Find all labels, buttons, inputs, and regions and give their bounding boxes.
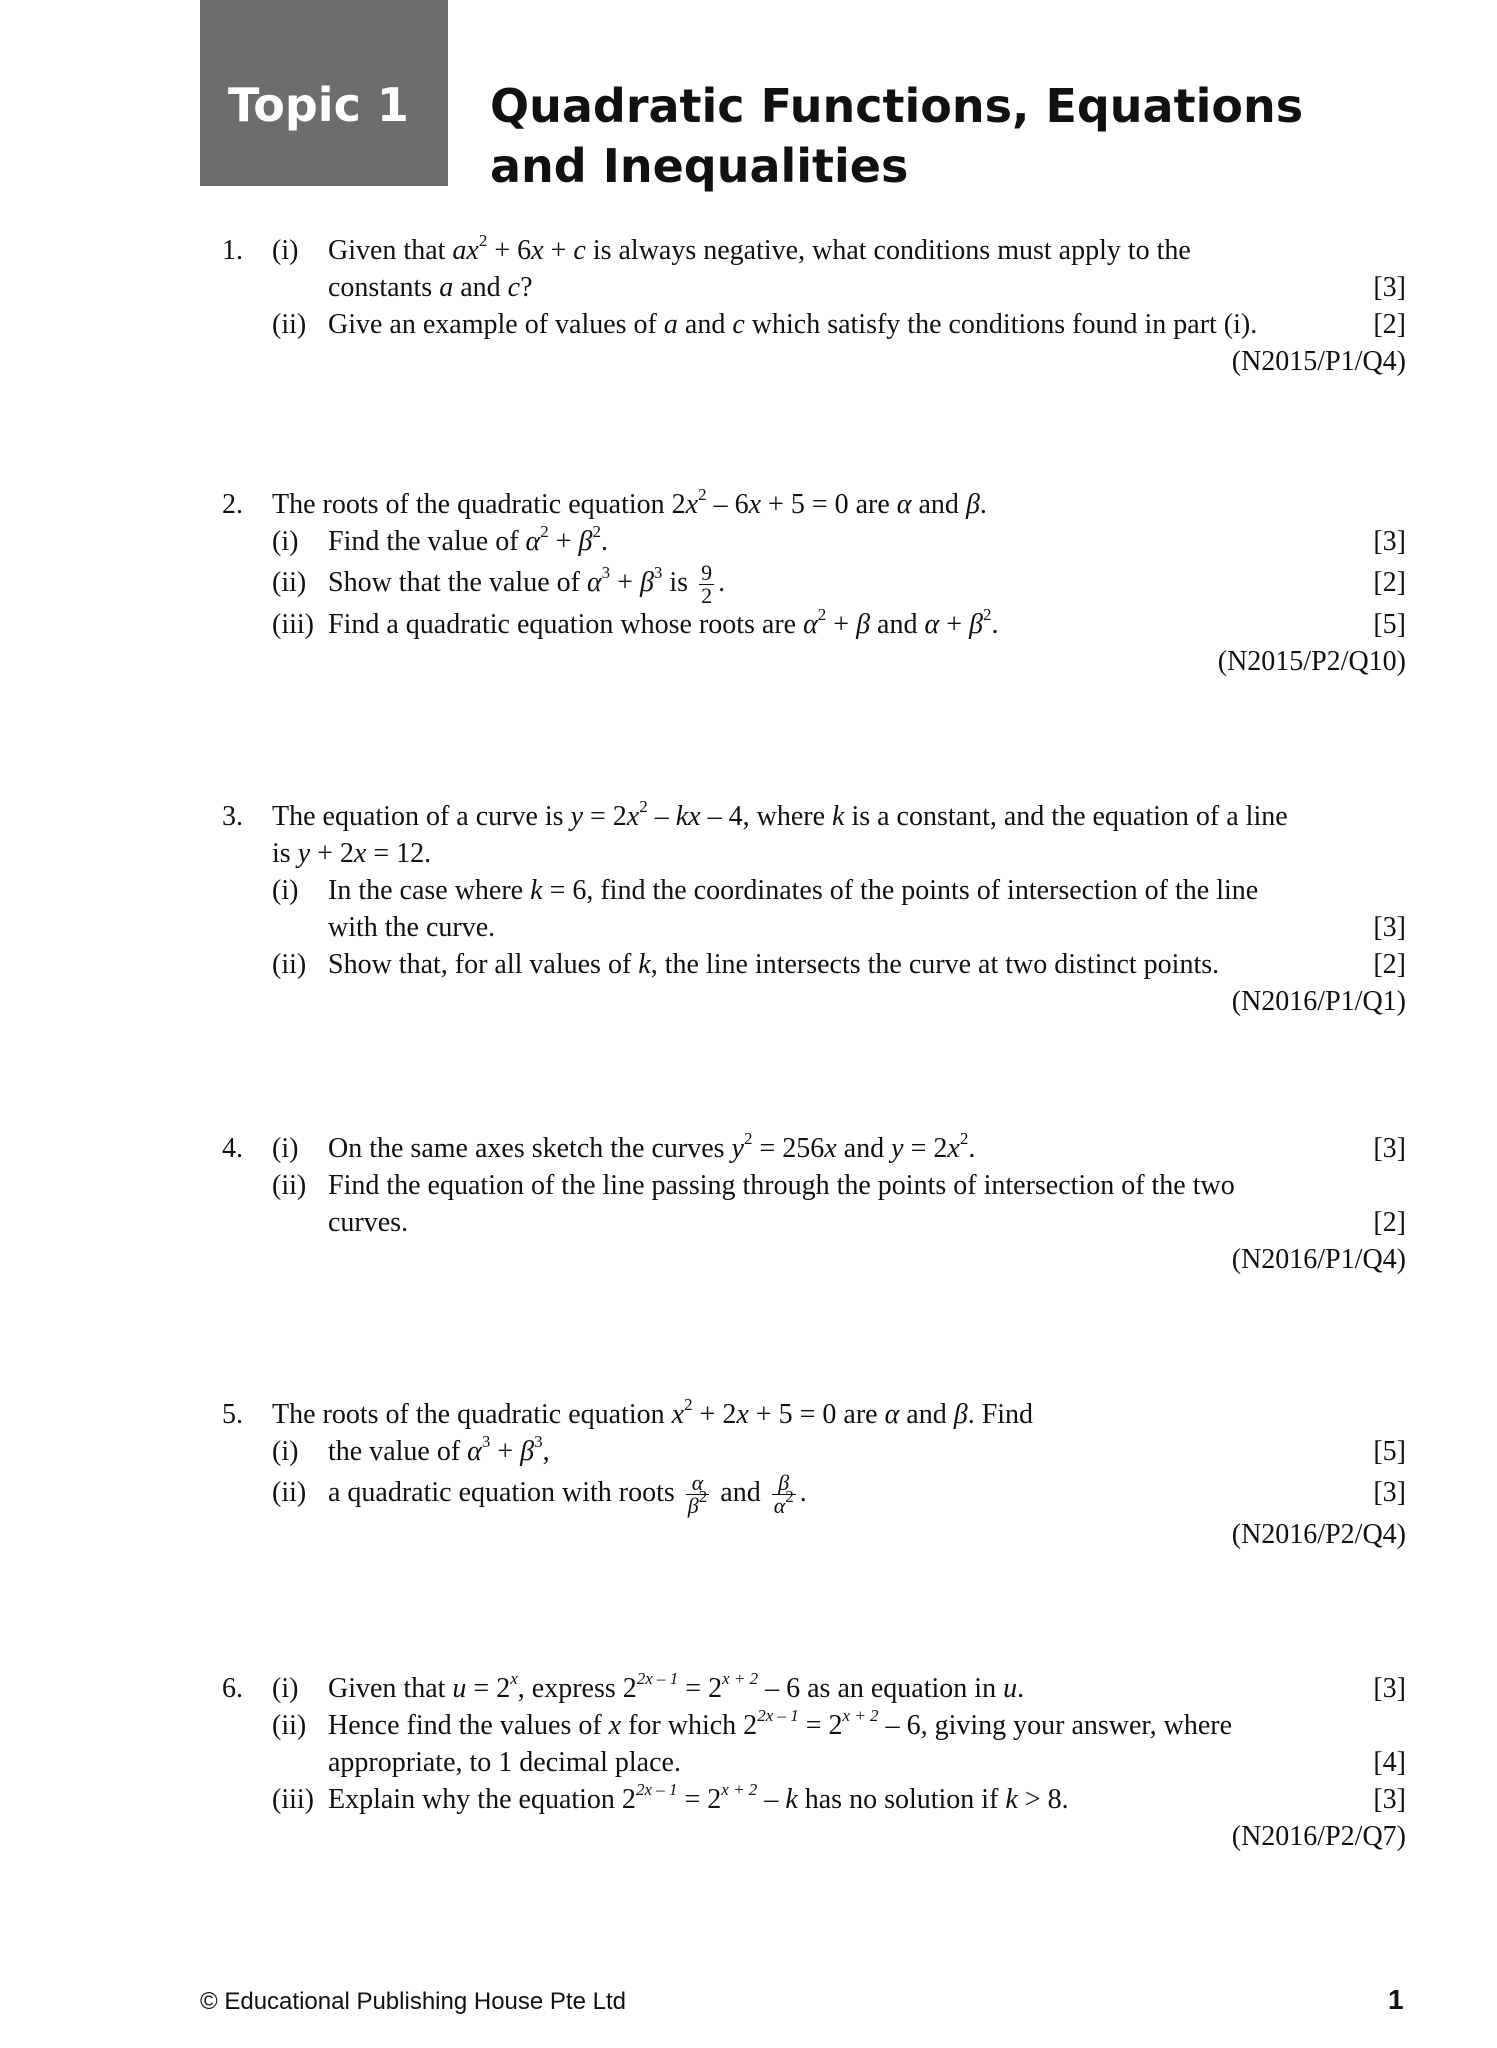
q4-part-ii-line-1: [222, 1167, 1406, 1204]
part-text: Given that $u = 2^x$, express $2^{2x - 1} = 2^{x + 2} - 6$ as an equation in u.: [328, 1668, 1025, 1704]
marks: [2]: [1373, 949, 1406, 980]
q3-part-ii: [222, 946, 1406, 983]
q2-part-i: [222, 523, 1406, 560]
part-text: Explain why the equation $2^{2x - 1} = 2^{x + 2} - k$ has no solution if k > 8.: [328, 1779, 1069, 1815]
source-reference: (N2016/P2/Q4): [1231, 1519, 1406, 1550]
copyright-notice: © Educational Publishing House Pte Ltd: [200, 1988, 626, 2015]
marks: [5]: [1373, 1436, 1406, 1467]
part-text: Show that the value of $\alpha^3 + \beta^3$ is $\frac{9}{2}$ .: [328, 560, 726, 609]
question-1: [222, 232, 1406, 380]
question-number: 3.: [222, 801, 243, 832]
part-label: (ii): [272, 1477, 307, 1508]
stem-text: The roots of the quadratic equation $x^2 + 2x + 5 = 0$ are α and β. Find: [272, 1394, 1034, 1430]
part-label: (ii): [272, 1170, 307, 1201]
part-text: In the case where k = 6, find the coordinates of the points of intersection of the line: [328, 875, 1259, 906]
part-text: Give an example of values of a and c which satisfy the conditions found in part (i).: [328, 309, 1258, 340]
fraction-beta-over-alpha-squared: $\frac{\beta}{\alpha^2}$: [773, 1470, 794, 1519]
q6-part-iii: [222, 1781, 1406, 1818]
marks: [3]: [1373, 1673, 1406, 1704]
q2-stem: [222, 486, 1406, 523]
q3-stem-line-2: [222, 835, 1406, 872]
source-reference: (N2016/P2/Q7): [1231, 1821, 1406, 1852]
part-text: Show that, for all values of k, the line intersects the curve at two distinct points.: [328, 949, 1220, 980]
part-text: Find the equation of the line passing through the points of intersection of the two: [328, 1170, 1235, 1201]
marks: [3]: [1373, 1784, 1406, 1815]
part-text: Find a quadratic equation whose roots are $\alpha^2 + \beta$ and $\alpha + \beta^2$.: [328, 604, 999, 640]
marks: [3]: [1373, 1133, 1406, 1164]
question-5: [222, 1396, 1406, 1553]
part-text: Find the value of $\alpha^2 + \beta^2$.: [328, 521, 608, 557]
topic-label: Topic 1: [228, 78, 409, 132]
question-4: [222, 1130, 1406, 1278]
q4-part-ii-line-2: [222, 1204, 1406, 1241]
part-label: (ii): [272, 1710, 307, 1741]
part-text: constants a and c?: [328, 272, 533, 303]
part-label: (i): [272, 1436, 299, 1467]
marks: [2]: [1373, 1207, 1406, 1238]
part-text: a quadratic equation with roots $\frac{\alpha}{\beta^2}$ and $\frac{\beta}{\alpha^2}$ .: [328, 1470, 807, 1519]
marks: [3]: [1373, 1477, 1406, 1508]
title-line-2: and Inequalities: [490, 139, 909, 193]
marks: [3]: [1373, 272, 1406, 303]
question-2: [222, 486, 1406, 680]
page-title: [490, 76, 1430, 196]
source-reference: (N2016/P1/Q4): [1231, 1244, 1406, 1275]
q1-source-line: [222, 343, 1406, 380]
part-label: (i): [272, 1673, 299, 1704]
q5-part-i: [222, 1433, 1406, 1470]
q6-part-i: [222, 1670, 1406, 1707]
q5-part-ii: [222, 1470, 1406, 1519]
question-number: 1.: [222, 235, 243, 266]
part-label: (i): [272, 235, 299, 266]
part-text: curves.: [328, 1207, 409, 1238]
part-label: (iii): [272, 1784, 314, 1815]
marks: [5]: [1373, 609, 1406, 640]
fraction-alpha-over-beta-squared: $\frac{\alpha}{\beta^2}$: [687, 1470, 708, 1519]
marks: [2]: [1373, 567, 1406, 598]
q3-part-i-line-2: [222, 909, 1406, 946]
part-label: (i): [272, 875, 299, 906]
marks: [3]: [1373, 912, 1406, 943]
question-number: 5.: [222, 1399, 243, 1430]
q5-stem: [222, 1396, 1406, 1433]
topic-label-box: [200, 0, 448, 186]
q6-source-line: [222, 1818, 1406, 1855]
fraction-nine-halves: $\frac{9}{2}$: [701, 560, 713, 609]
q3-source-line: [222, 983, 1406, 1020]
title-line-1: Quadratic Functions, Equations: [490, 79, 1304, 133]
q1-part-i-line-2: [222, 269, 1406, 306]
q5-source-line: [222, 1516, 1406, 1553]
part-text: appropriate, to 1 decimal place.: [328, 1747, 681, 1778]
q1-part-i-line-1: [222, 232, 1406, 269]
part-label: (i): [272, 1133, 299, 1164]
part-text: Hence find the values of x for which $2^{2x - 1} = 2^{x + 2} - 6$, giving your answer, where: [328, 1705, 1233, 1741]
marks: [2]: [1373, 309, 1406, 340]
part-label: (ii): [272, 309, 307, 340]
q3-part-i-line-1: [222, 872, 1406, 909]
part-label: (i): [272, 526, 299, 557]
stem-text: is y + 2x = 12.: [272, 838, 432, 869]
marks: [4]: [1373, 1747, 1406, 1778]
part-text: with the curve.: [328, 912, 496, 943]
question-3: [222, 798, 1406, 1020]
source-reference: (N2015/P2/Q10): [1217, 646, 1406, 677]
source-reference: (N2015/P1/Q4): [1231, 346, 1406, 377]
page-number: 1: [1388, 1984, 1404, 2015]
q2-part-iii: [222, 606, 1406, 643]
source-reference: (N2016/P1/Q1): [1231, 986, 1406, 1017]
part-text: Given that $ax^2 + 6x + c$ is always negative, what conditions must apply to the: [328, 230, 1191, 266]
question-number: 2.: [222, 489, 243, 520]
part-text: the value of $\alpha^3 + \beta^3$,: [328, 1431, 550, 1467]
marks: [3]: [1373, 526, 1406, 557]
part-label: (iii): [272, 609, 314, 640]
question-6: [222, 1670, 1406, 1855]
part-label: (ii): [272, 949, 307, 980]
question-number: 6.: [222, 1673, 243, 1704]
part-text: On the same axes sketch the curves $y^2 = 256x$ and $y = 2x^2$.: [328, 1128, 976, 1164]
q3-stem-line-1: [222, 798, 1406, 835]
q2-part-ii: [222, 560, 1406, 609]
q6-part-ii-line-2: [222, 1744, 1406, 1781]
part-label: (ii): [272, 567, 307, 598]
stem-text: The equation of a curve is $y = 2x^2$ – kx – 4, where k is a constant, and the equation of a line: [272, 796, 1288, 832]
q2-source-line: [222, 643, 1406, 680]
q4-source-line: [222, 1241, 1406, 1278]
q1-part-ii: [222, 306, 1406, 343]
q6-part-ii-line-1: [222, 1707, 1406, 1744]
q4-part-i: [222, 1130, 1406, 1167]
question-number: 4.: [222, 1133, 243, 1164]
stem-text: The roots of the quadratic equation $2x^2 - 6x + 5 = 0$ are α and β.: [272, 484, 987, 520]
